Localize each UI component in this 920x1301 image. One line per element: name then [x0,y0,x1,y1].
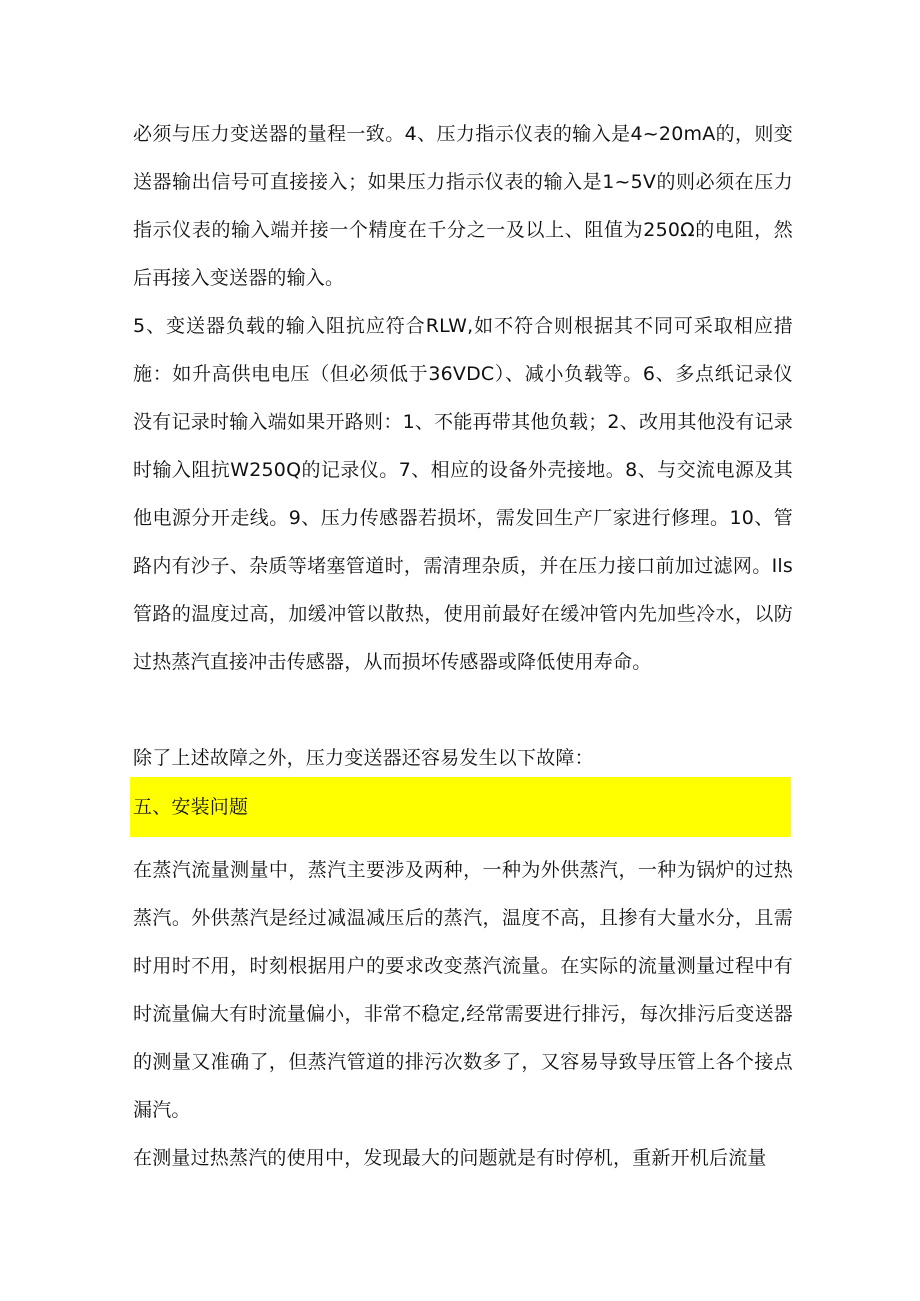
paragraph-superheated-steam: 在测量过热蒸汽的使用中，发现最大的问题就是有时停机，重新开机后流量 [133,1147,767,1169]
paragraph-other-faults-intro: 除了上述故障之外，压力变送器还容易发生以下故障： [133,747,594,769]
section-heading-highlight [130,777,791,837]
paragraph-steam-measurement: 在蒸汽流量测量中，蒸汽主要涉及两种，一种为外供蒸汽，一种为锅炉的过热蒸汽。外供蒸汽是经过减温减压后的蒸汽，温度不高，且掺有大量水分，且需时用时不用，时刻根据用户的要求改变蒸汽流量。在实际的流量测量过程中有时流量偏大有时流量偏小，非常不稳定,经常需要进行排污，每次排污后变送器的测量又准确了，但蒸汽管道的排污次数多了，又容易导致导压管上各个接点漏汽。 [133,859,793,1121]
paragraph-wiring-instructions: 必须与压力变送器的量程一致。4、压力指示仪表的输入是4~20mA的，则变送器输出信号可直接接入；如果压力指示仪表的输入是1~5V的则必须在压力指示仪表的输入端并接一个精度在千分之一及以上、阻值为250Ω的电阻，然后再接入变送器的输入。 [133,123,793,289]
section-heading: 五、安装问题 [133,796,249,818]
paragraph-load-impedance: 5、变送器负载的输入阻抗应符合RLW,如不符合则根据其不同可采取相应措施：如升高供电电压（但必须低于36VDC）、减小负载等。6、多点纸记录仪没有记录时输入端如果开路则：1、不能再带其他负载；2、改用其他没有记录时输入阻抗W250Q的记录仪。7、相应的设备外壳接地。8、与交流电源及其他电源分开走线。9、压力传感器若损坏，需发回生产厂家进行修理。10、管路内有沙子、杂质等堵塞管道时，需清理杂质，并在压力接口前加过滤网。Ils管路的温度过高，加缓冲管以散热，使用前最好在缓冲管内先加些冷水，以防过热蒸汽直接冲击传感器，从而损坏传感器或降低使用寿命。 [133,315,793,673]
